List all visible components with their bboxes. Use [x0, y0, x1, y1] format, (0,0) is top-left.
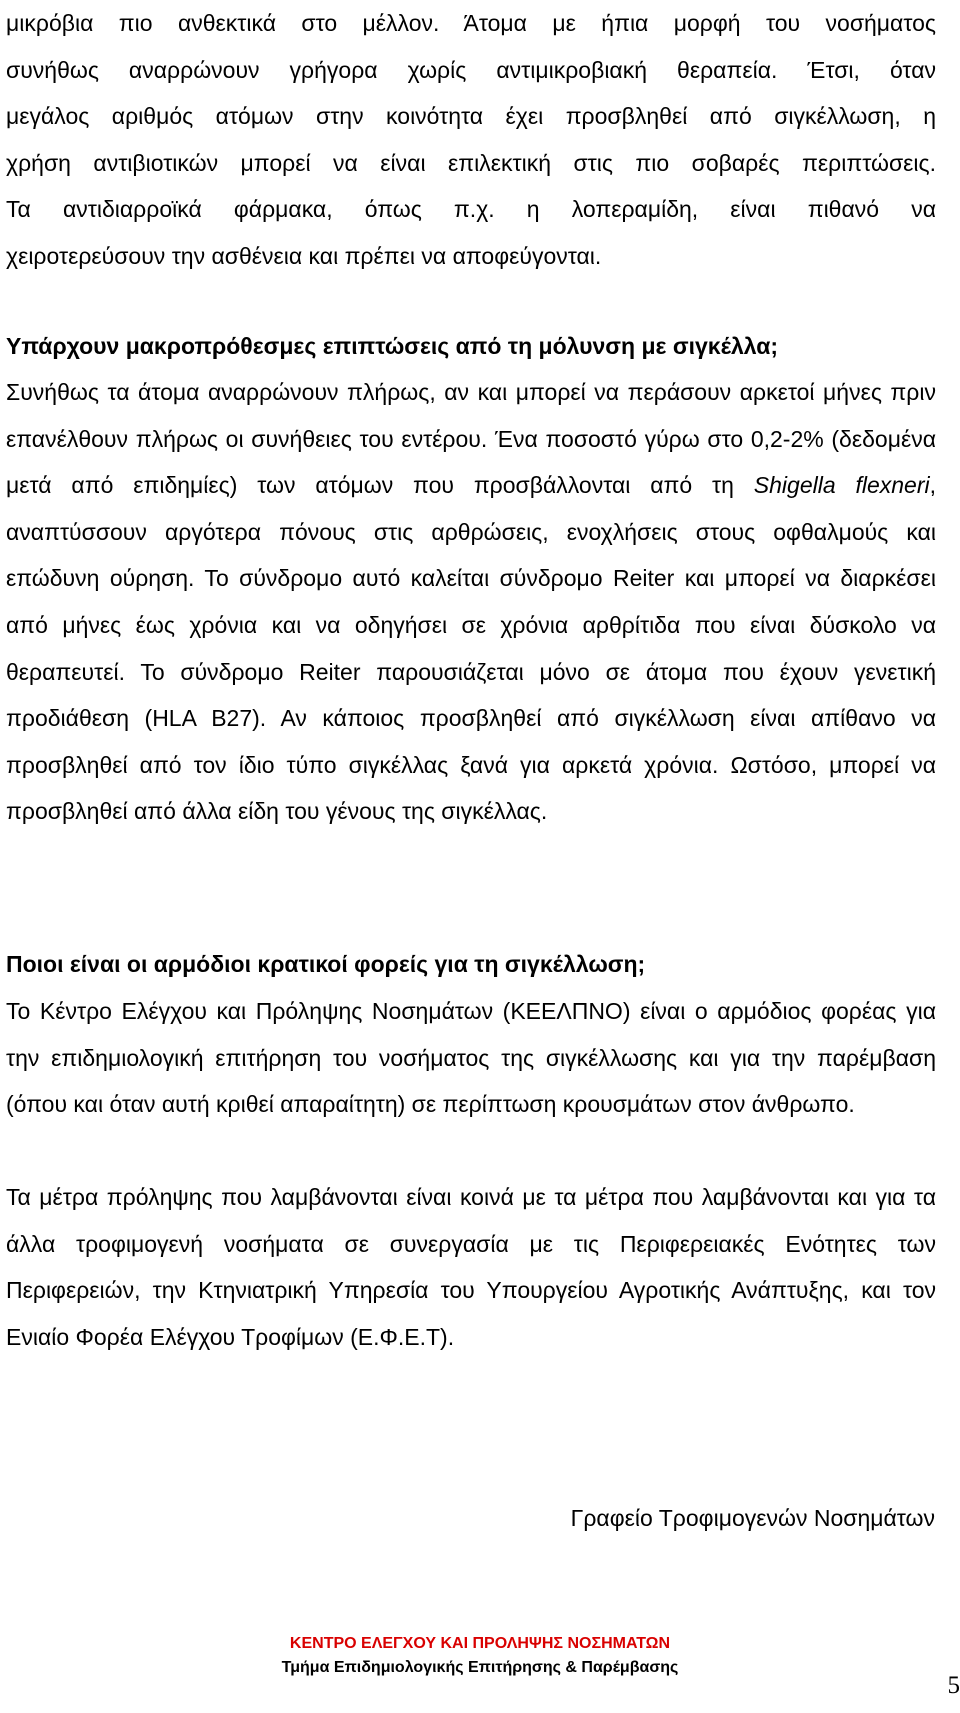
page-number: 5 [947, 1672, 960, 1699]
footer-organization: ΚΕΝΤΡΟ ΕΛΕΓΧΟΥ ΚΑΙ ΠΡΟΛΗΨΗΣ ΝΟΣΗΜΑΤΩΝ [289, 1635, 671, 1652]
text-line: χρήση αντιβιοτικών μπορεί να είναι επιλεκτική στις πιο σοβαρές περιπτώσεις. [6, 149, 936, 176]
signature-office: Γραφείο Τροφιμογενών Νοσημάτων [570, 1505, 935, 1531]
authorities-paragraph-2: Τα μέτρα πρόληψης που λαμβάνονται είναι κοινά με τα μέτρα που λαμβάνονται και για τα άλλα τροφιμογενή νοσήματα σε συνεργασία με τις Περιφερειακές Ενότητες των Περιφερειών, την Κτηνιατρική Υπηρεσία του Υπουργείου Αγροτικής Ανάπτυξης, και τον Ενιαίο Φορέα Ελέγχου Τροφίμων (Ε.Φ.Ε.Τ). [6, 1184, 936, 1350]
longterm-text-start: Συνήθως τα άτομα αναρρώνουν πλήρως, αν και μπορεί να περάσουν αρκετοί μήνες πριν επανέλθουν πλήρως οι συνήθειες του εντέρου. Ένα ποσοστό γύρω στο 0,2-2% (δεδομένα μετά από επιδημίες) των ατόμων που προσβάλλονται από τη [6, 379, 936, 499]
authorities-heading: Ποιοι είναι οι αρμόδιοι κρατικοί φορείς για τη σιγκέλλωση; [6, 951, 646, 977]
longterm-effects-heading: Υπάρχουν μακροπρόθεσμες επιπτώσεις από τη μόλυνση με σιγκέλλα; [6, 333, 779, 359]
text-line: χειροτερεύσουν την ασθένεια και πρέπει να αποφεύγονται. [6, 242, 602, 269]
treatment-paragraph [6, 0, 936, 280]
text-line: συνήθως αναρρώνουν γρήγορα χωρίς αντιμικροβιακή θεραπεία. Έτσι, όταν [6, 56, 936, 83]
text-line: Τα αντιδιαρροϊκά φάρμακα, όπως π.χ. η λοπεραμίδη, είναι πιθανό να [6, 196, 936, 223]
longterm-effects-paragraph [6, 369, 936, 835]
longterm-text-end: , αναπτύσσουν αργότερα πόνους στις αρθρώσεις, ενοχλήσεις στους οφθαλμούς και επώδυνη ούρηση. Το σύνδρομο αυτό καλείται σύνδρομο Reiter και μπορεί να διαρκέσει από μήνες έως χρόνια και να οδηγήσει σε χρόνια αρθρίτιδα που είναι δύσκολο να θεραπευτεί. Το σύνδρομο Reiter παρουσιάζεται μόνο σε άτομα που έχουν γενετική προδιάθεση (HLA B27). Αν κάποιος προσβληθεί από σιγκέλλωση είναι απίθανο να προσβληθεί από τον ίδιο τύπο σιγκέλλας ξανά για αρκετά χρόνια. Ωστόσο, μπορεί να προσβληθεί από άλλα είδη του γένους της σιγκέλλας. [6, 472, 937, 825]
organism-name: Shigella flexneri [753, 472, 930, 499]
text-line: μικρόβια πιο ανθεκτικά στο μέλλον. Άτομα με ήπια μορφή του νοσήματος [6, 10, 936, 36]
authorities-paragraph-1: Το Κέντρο Ελέγχου και Πρόληψης Νοσημάτων (ΚΕΕΛΠΝΟ) είναι ο αρμόδιος φορέας για την επιδημιολογική επιτήρηση του νοσήματος της σιγκέλλωσης και για την παρέμβαση (όπου και όταν αυτή κριθεί απαραίτητη) σε περίπτωση κρουσμάτων στον άνθρωπο. [6, 998, 936, 1118]
text-line: μεγάλος αριθμός ατόμων στην κοινότητα έχει προσβληθεί από σιγκέλλωση, η [6, 103, 936, 130]
footer-department: Τμήμα Επιδημιολογικής Επιτήρησης & Παρέμβασης [281, 1659, 679, 1676]
